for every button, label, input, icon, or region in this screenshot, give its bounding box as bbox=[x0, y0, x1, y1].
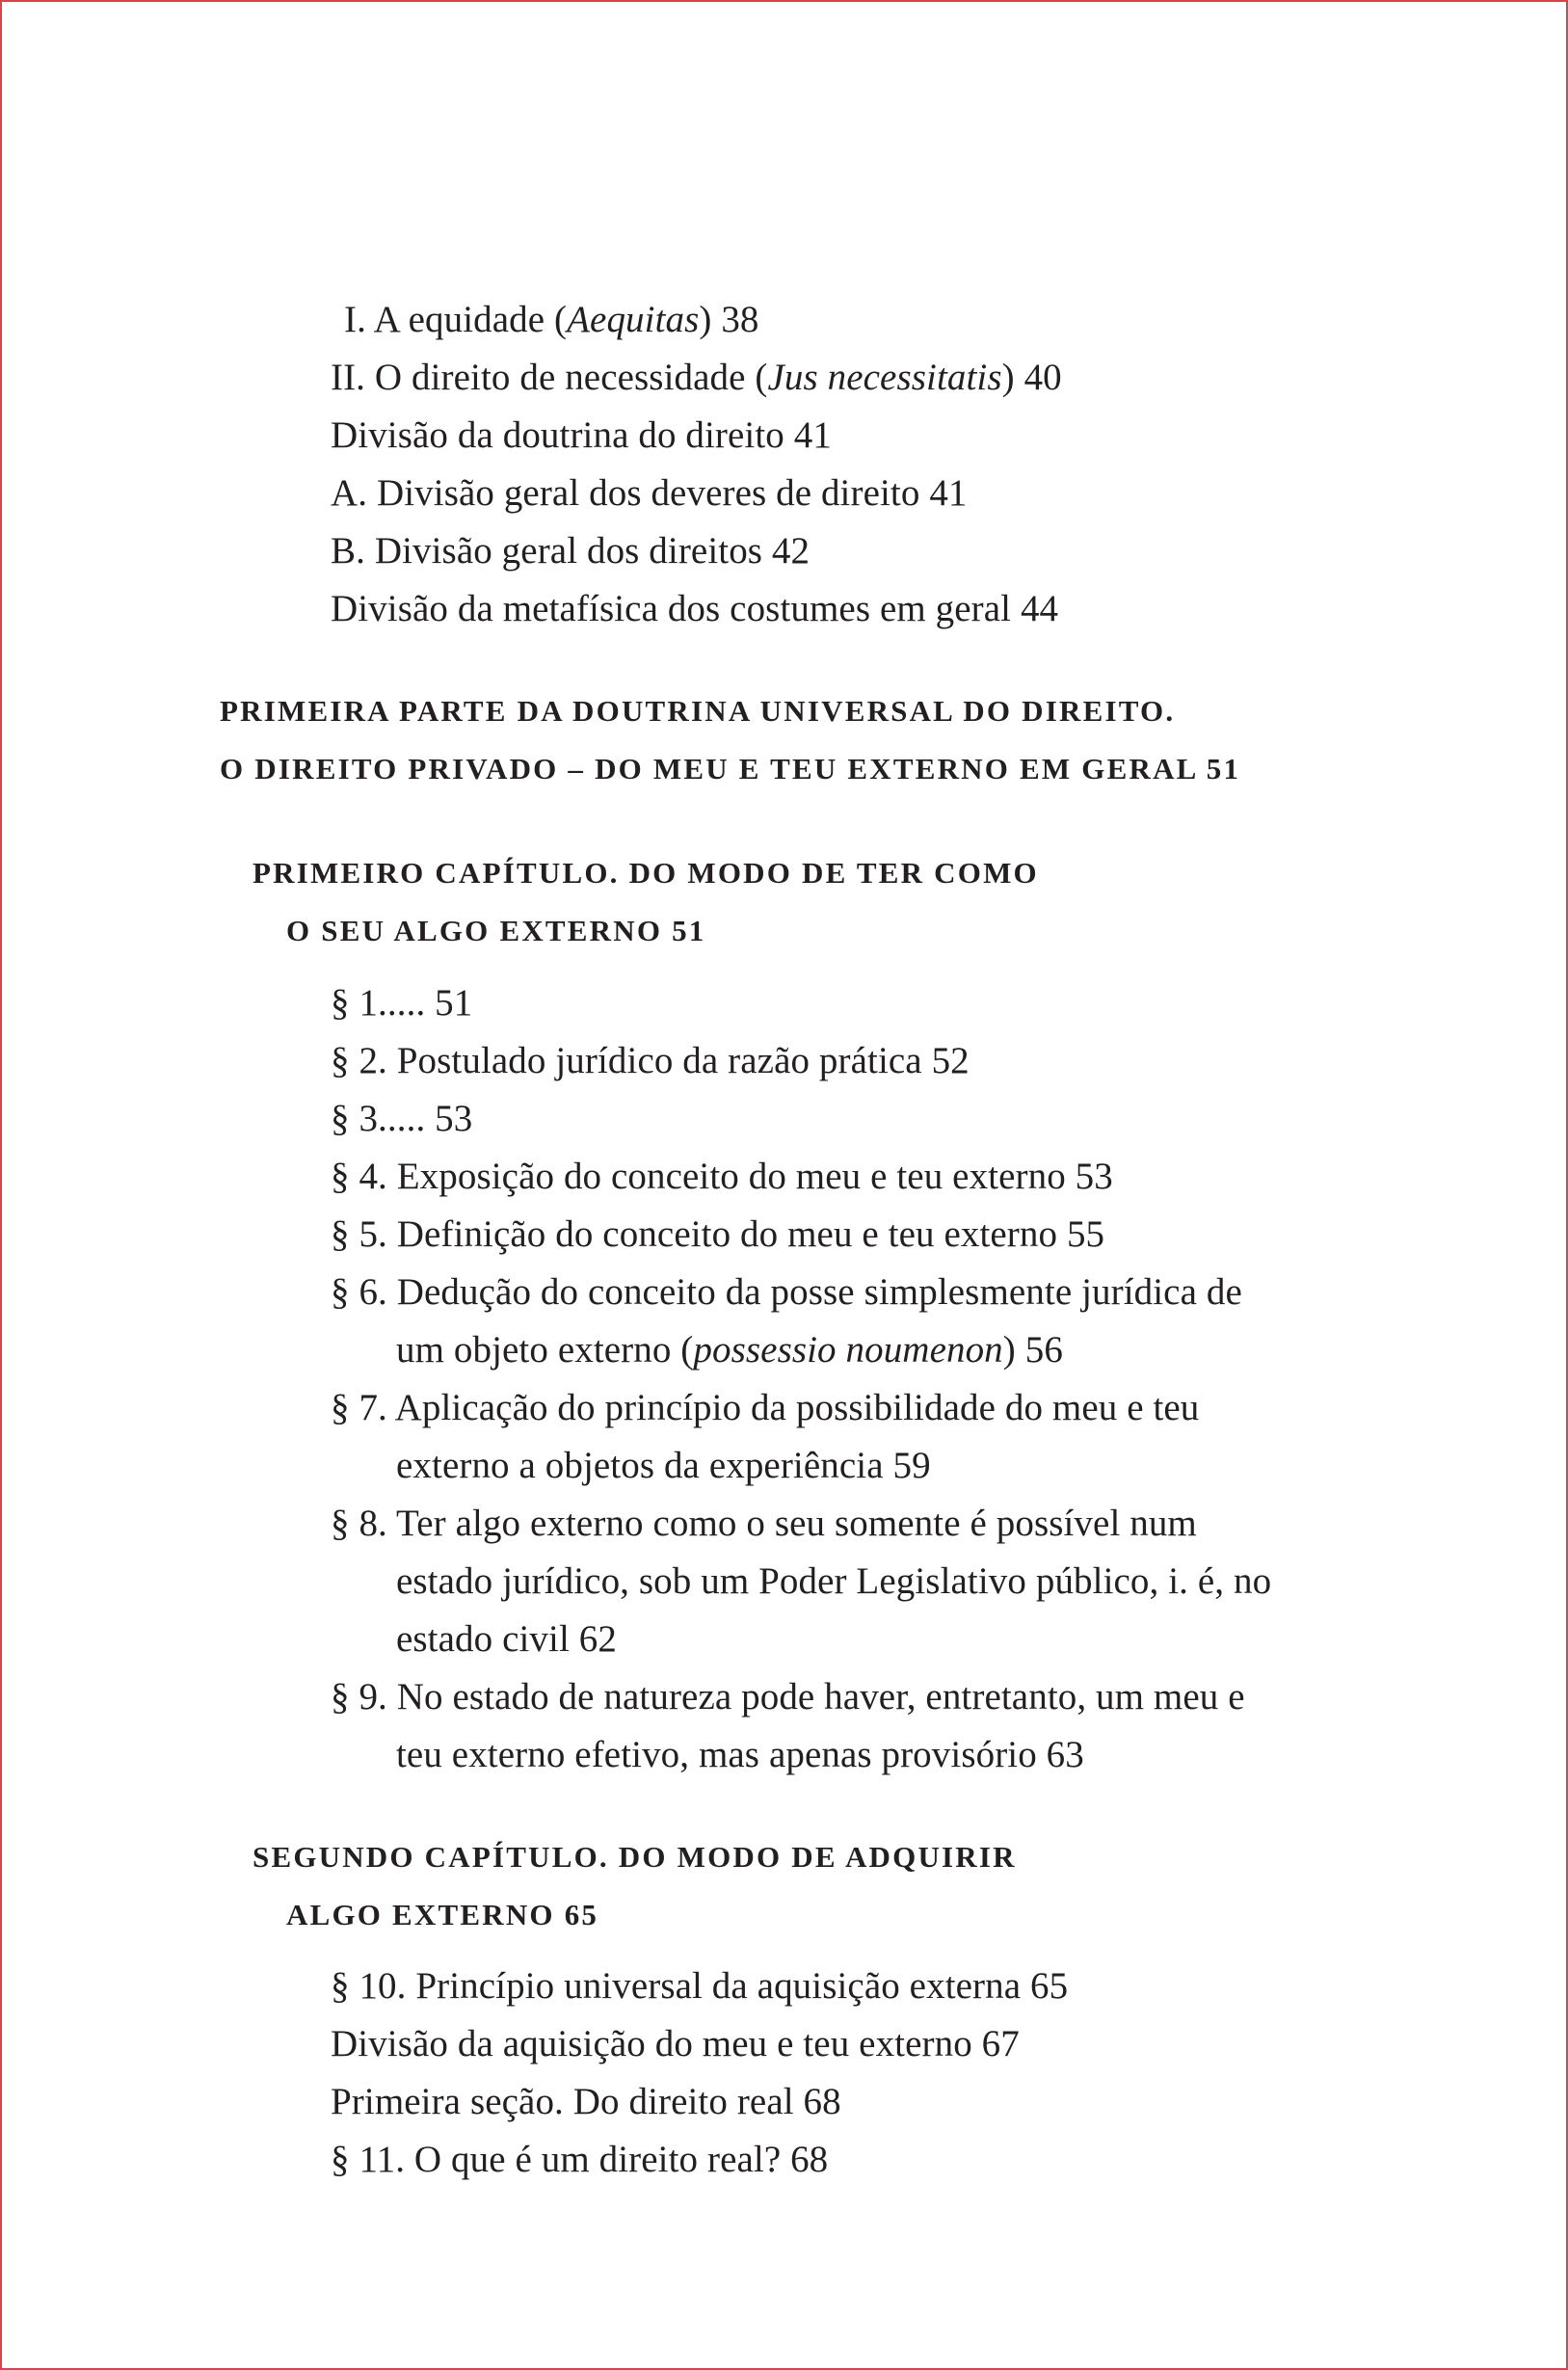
toc-entry-jus-necessitatis bbox=[331, 349, 1062, 407]
toc-page-number: ) 38 bbox=[699, 299, 759, 340]
toc-entry: Divisão da metafísica dos costumes em geral 44 bbox=[331, 588, 1059, 629]
toc-italic-text: possessio noumenon bbox=[693, 1329, 1003, 1371]
toc-entry-possessio-noumenon bbox=[396, 1321, 1063, 1379]
toc-entry-aequitas bbox=[344, 291, 759, 349]
part-heading: O DIREITO PRIVADO – DO MEU E TEU EXTERNO EM GERAL 51 bbox=[220, 752, 1241, 786]
toc-entry: § 5. Definição do conceito do meu e teu externo 55 bbox=[331, 1213, 1105, 1255]
chapter-heading: ALGO EXTERNO 65 bbox=[286, 1898, 599, 1931]
toc-entry: A. Divisão geral dos deveres de direito 41 bbox=[331, 472, 968, 514]
chapter-heading: PRIMEIRO CAPÍTULO. DO MODO DE TER COMO bbox=[252, 856, 1039, 890]
toc-page-number: ) 56 bbox=[1002, 1329, 1063, 1371]
toc-entry: estado jurídico, sob um Poder Legislativo público, i. é, no bbox=[396, 1560, 1272, 1602]
chapter-heading: O SEU ALGO EXTERNO 51 bbox=[286, 914, 706, 947]
part-heading: PRIMEIRA PARTE DA DOUTRINA UNIVERSAL DO DIREITO. bbox=[220, 694, 1176, 728]
toc-entry: § 7. Aplicação do princípio da possibilidade do meu e teu bbox=[331, 1387, 1200, 1428]
toc-text: I. A equidade ( bbox=[344, 299, 568, 340]
toc-entry: estado civil 62 bbox=[396, 1618, 617, 1660]
toc-text: II. O direito de necessidade ( bbox=[331, 357, 768, 398]
toc-italic-text: Aequitas bbox=[567, 299, 700, 340]
chapter-heading: SEGUNDO CAPÍTULO. DO MODO DE ADQUIRIR bbox=[252, 1840, 1017, 1874]
toc-entry: § 6. Dedução do conceito da posse simplesmente jurídica de bbox=[331, 1271, 1242, 1313]
toc-entry: § 2. Postulado jurídico da razão prática 52 bbox=[331, 1040, 970, 1081]
toc-entry: § 4. Exposição do conceito do meu e teu externo 53 bbox=[331, 1156, 1113, 1197]
toc-text: um objeto externo ( bbox=[396, 1329, 694, 1371]
toc-entry: Divisão da aquisição do meu e teu externo 67 bbox=[331, 2023, 1020, 2064]
toc-entry: § 1..... 51 bbox=[331, 982, 473, 1024]
toc-entry: § 8. Ter algo externo como o seu somente é possível num bbox=[331, 1503, 1197, 1544]
toc-entry: Divisão da doutrina do direito 41 bbox=[331, 414, 832, 456]
toc-entry: externo a objetos da experiência 59 bbox=[396, 1445, 931, 1486]
toc-entry: Primeira seção. Do direito real 68 bbox=[331, 2081, 841, 2122]
toc-entry: § 9. No estado de natureza pode haver, entretanto, um meu e bbox=[331, 1676, 1245, 1718]
toc-entry: teu externo efetivo, mas apenas provisório 63 bbox=[396, 1734, 1084, 1775]
toc-entry: B. Divisão geral dos direitos 42 bbox=[331, 530, 811, 572]
toc-italic-text: Jus necessitatis bbox=[767, 357, 1002, 398]
toc-entry: § 11. O que é um direito real? 68 bbox=[331, 2139, 829, 2180]
toc-page-number: ) 40 bbox=[1001, 357, 1062, 398]
toc-entry: § 10. Princípio universal da aquisição externa 65 bbox=[331, 1965, 1069, 2007]
toc-entry: § 3..... 53 bbox=[331, 1098, 473, 1139]
